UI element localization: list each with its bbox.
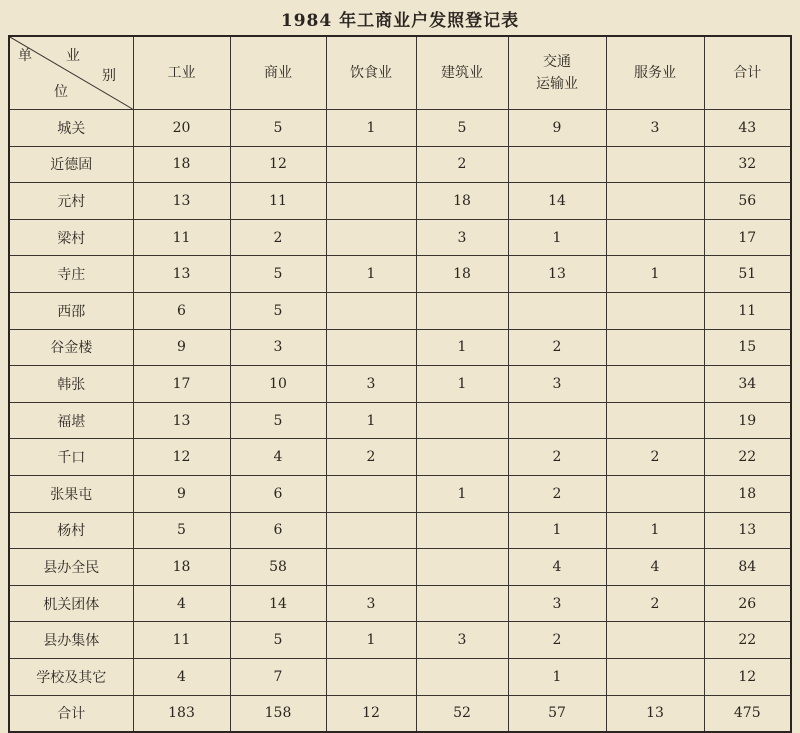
count-cell: 1 [416,475,508,512]
corner-header [9,36,133,110]
column-header-text: 服务业 [634,65,676,81]
count-cell [416,402,508,439]
count-cell [326,658,416,695]
column-header-text: 饮食业 [350,65,392,81]
count-cell: 10 [230,366,326,403]
count-cell: 3 [326,366,416,403]
count-cell: 3 [230,329,326,366]
corner-label-ye: 业 [66,48,80,64]
count-cell: 20 [133,110,230,147]
count-cell: 12 [704,658,791,695]
count-cell: 6 [230,475,326,512]
count-cell [508,402,606,439]
count-cell: 2 [416,146,508,183]
unit-name-cell: 西邵 [9,292,133,329]
count-cell [606,622,704,659]
count-cell: 13 [606,695,704,732]
count-cell: 5 [230,622,326,659]
table-row [9,329,791,366]
table-row [9,402,791,439]
corner-label-wei: 位 [54,84,68,100]
table-row [9,146,791,183]
count-cell [606,402,704,439]
unit-name-cell: 元村 [9,183,133,220]
count-cell: 19 [704,402,791,439]
count-cell [416,658,508,695]
count-cell: 17 [704,219,791,256]
count-cell [326,512,416,549]
count-cell: 11 [704,292,791,329]
count-cell: 9 [508,110,606,147]
count-cell [606,146,704,183]
count-cell: 12 [326,695,416,732]
count-cell: 11 [230,183,326,220]
count-cell: 52 [416,695,508,732]
count-cell: 18 [416,256,508,293]
count-cell: 18 [704,475,791,512]
column-header [326,36,416,110]
header-row [9,36,791,110]
total-row [9,695,791,732]
column-header-text: 交通 [543,54,571,70]
count-cell: 43 [704,110,791,147]
count-cell [326,146,416,183]
unit-name-cell: 机关团体 [9,585,133,622]
count-cell: 13 [133,183,230,220]
count-cell: 12 [230,146,326,183]
unit-name-cell: 近德固 [9,146,133,183]
table-row [9,256,791,293]
count-cell [606,329,704,366]
count-cell: 4 [230,439,326,476]
count-cell: 1 [416,366,508,403]
table-row [9,110,791,147]
count-cell: 56 [704,183,791,220]
count-cell: 2 [508,439,606,476]
count-cell: 3 [416,622,508,659]
count-cell: 1 [606,256,704,293]
count-cell: 22 [704,439,791,476]
count-cell: 13 [133,402,230,439]
table-row [9,512,791,549]
count-cell [508,146,606,183]
count-cell: 12 [133,439,230,476]
count-cell: 1 [508,658,606,695]
count-cell: 3 [508,585,606,622]
count-cell: 2 [508,329,606,366]
count-cell: 84 [704,549,791,586]
unit-name-cell: 千口 [9,439,133,476]
count-cell: 14 [508,183,606,220]
count-cell: 58 [230,549,326,586]
column-header [508,36,606,110]
count-cell [606,366,704,403]
count-cell [606,475,704,512]
count-cell: 22 [704,622,791,659]
count-cell [416,292,508,329]
unit-name-cell: 梁村 [9,219,133,256]
count-cell [416,549,508,586]
count-cell: 14 [230,585,326,622]
count-cell: 2 [606,585,704,622]
table-row [9,622,791,659]
unit-name-cell: 杨村 [9,512,133,549]
registration-table [8,35,792,733]
column-header [704,36,791,110]
unit-name-cell: 谷金楼 [9,329,133,366]
count-cell: 1 [326,110,416,147]
count-cell: 13 [508,256,606,293]
count-cell: 2 [230,219,326,256]
column-header-text: 合计 [733,65,762,81]
count-cell: 1 [326,402,416,439]
count-cell: 158 [230,695,326,732]
count-cell: 1 [508,512,606,549]
table-row [9,658,791,695]
column-header [133,36,230,110]
count-cell: 2 [508,475,606,512]
corner-label-dan: 单 [18,48,32,64]
count-cell: 26 [704,585,791,622]
table-row [9,439,791,476]
count-cell [326,329,416,366]
column-header-text: 工业 [167,65,196,81]
count-cell: 5 [230,256,326,293]
unit-name-cell: 韩张 [9,366,133,403]
count-cell: 32 [704,146,791,183]
count-cell: 1 [508,219,606,256]
count-cell [606,292,704,329]
column-header-text: 商业 [264,65,292,81]
count-cell: 11 [133,219,230,256]
count-cell: 5 [416,110,508,147]
table-row [9,475,791,512]
count-cell: 18 [416,183,508,220]
table-row [9,549,791,586]
count-cell: 4 [606,549,704,586]
unit-name-cell: 福堪 [9,402,133,439]
count-cell: 5 [230,292,326,329]
count-cell: 475 [704,695,791,732]
count-cell: 2 [606,439,704,476]
count-cell [326,183,416,220]
count-cell: 51 [704,256,791,293]
count-cell: 57 [508,695,606,732]
count-cell: 7 [230,658,326,695]
unit-name-cell: 县办集体 [9,622,133,659]
column-header [230,36,326,110]
column-header [416,36,508,110]
count-cell: 5 [230,110,326,147]
unit-name-cell: 合计 [9,695,133,732]
count-cell: 2 [508,622,606,659]
count-cell [416,585,508,622]
count-cell: 4 [508,549,606,586]
count-cell: 17 [133,366,230,403]
count-cell: 1 [416,329,508,366]
count-cell: 15 [704,329,791,366]
count-cell: 6 [133,292,230,329]
count-cell [326,292,416,329]
count-cell [326,219,416,256]
count-cell [508,292,606,329]
unit-name-cell: 寺庄 [9,256,133,293]
count-cell [606,219,704,256]
table-row [9,292,791,329]
count-cell: 1 [326,256,416,293]
count-cell: 1 [606,512,704,549]
count-cell: 11 [133,622,230,659]
count-cell: 4 [133,658,230,695]
count-cell: 3 [326,585,416,622]
table-row [9,366,791,403]
count-cell: 3 [416,219,508,256]
count-cell: 9 [133,329,230,366]
count-cell: 18 [133,549,230,586]
count-cell: 18 [133,146,230,183]
unit-name-cell: 张果屯 [9,475,133,512]
count-cell: 34 [704,366,791,403]
count-cell [606,658,704,695]
column-header-text: 建筑业 [441,65,483,81]
table-row [9,183,791,220]
count-cell: 2 [326,439,416,476]
column-header-text: 运输业 [536,76,578,92]
count-cell: 9 [133,475,230,512]
count-cell [416,512,508,549]
count-cell: 5 [230,402,326,439]
table-title: 1984 年工商业户发照登记表 [280,11,520,31]
table-row [9,219,791,256]
count-cell: 4 [133,585,230,622]
count-cell: 183 [133,695,230,732]
count-cell: 1 [326,622,416,659]
count-cell: 13 [704,512,791,549]
table-row [9,585,791,622]
count-cell [326,549,416,586]
count-cell: 5 [133,512,230,549]
count-cell [416,439,508,476]
unit-name-cell: 城关 [9,110,133,147]
count-cell: 6 [230,512,326,549]
count-cell [606,183,704,220]
corner-label-bie: 别 [102,68,116,84]
unit-name-cell: 县办全民 [9,549,133,586]
unit-name-cell: 学校及其它 [9,658,133,695]
count-cell: 3 [508,366,606,403]
count-cell: 13 [133,256,230,293]
count-cell [326,475,416,512]
count-cell: 3 [606,110,704,147]
column-header [606,36,704,110]
